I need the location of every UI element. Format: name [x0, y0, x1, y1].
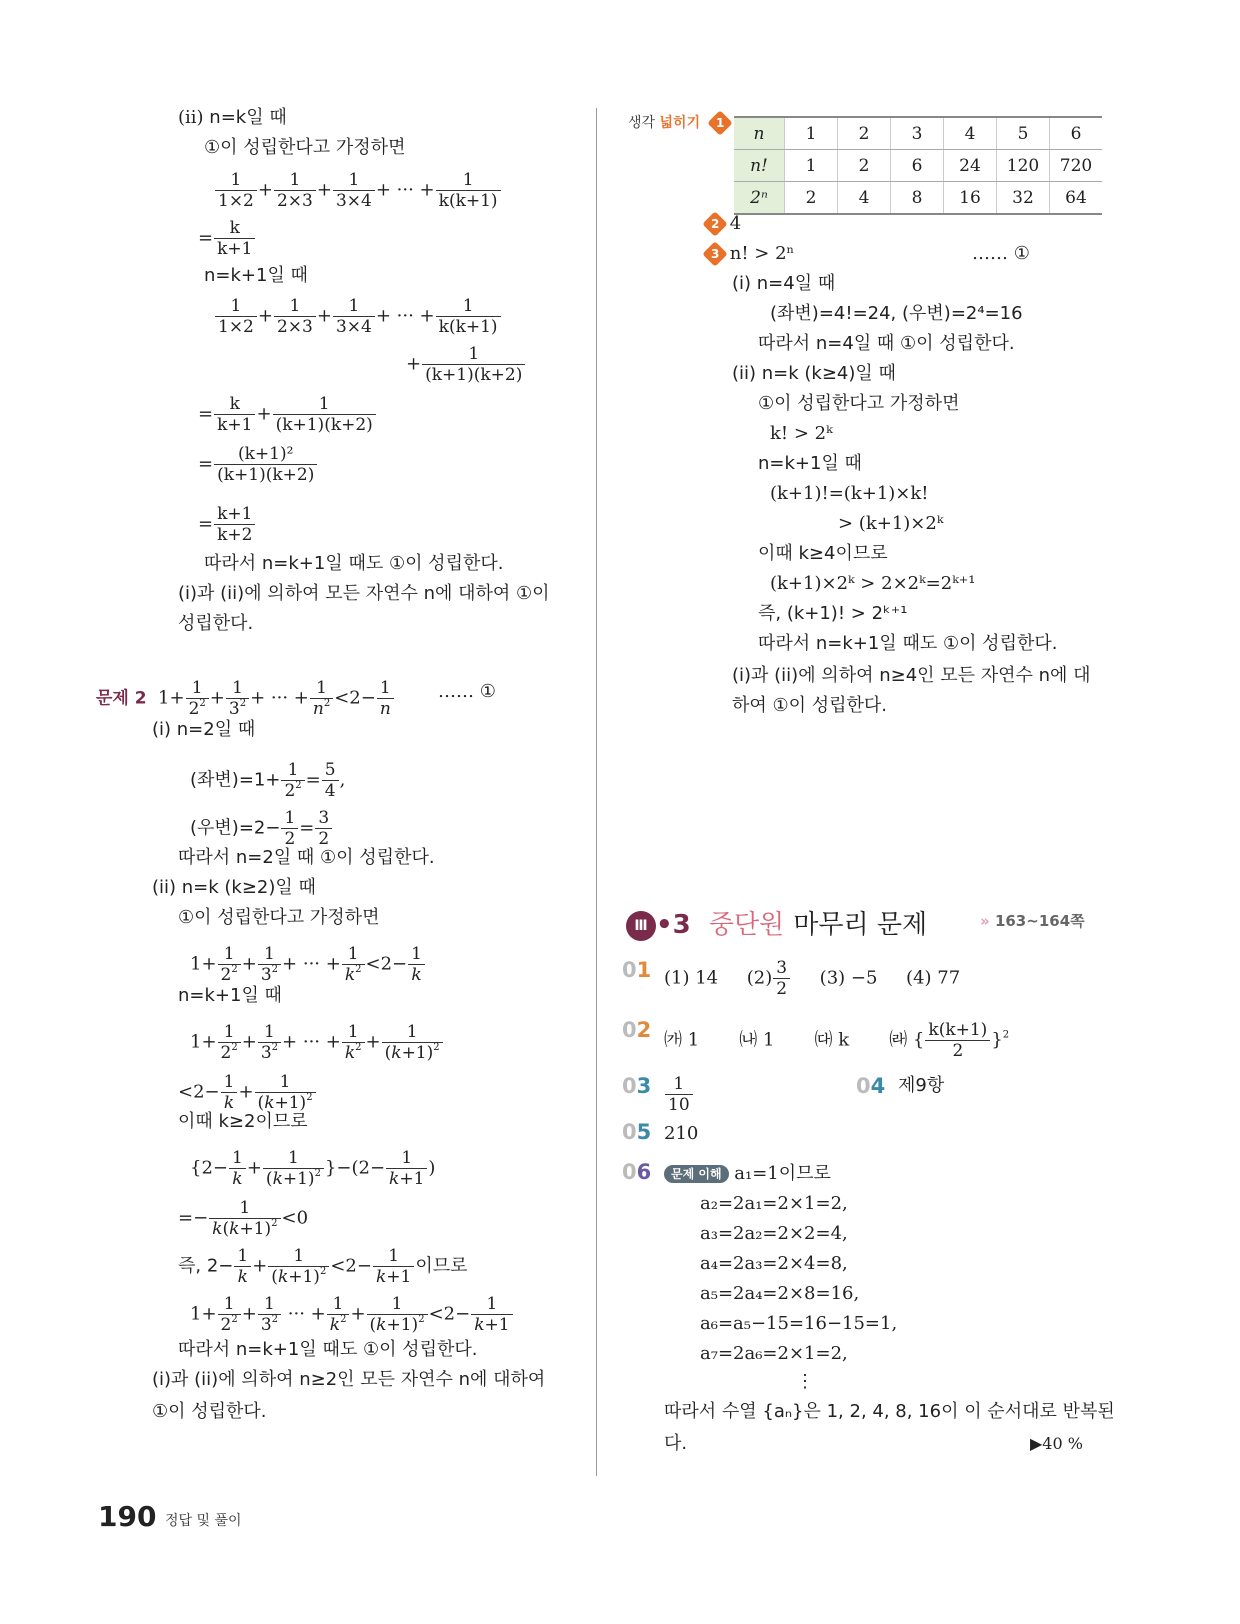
table-row: n 1 2 3 4 5 6: [734, 117, 1102, 150]
q02-number: 02: [622, 1018, 652, 1042]
q06-conclusion-2: 다.: [664, 1433, 688, 1454]
p2-final-line1: (i)과 (ii)에 의하여 n≥2인 모든 자연수 n에 대하여: [152, 1369, 546, 1390]
q01-number: 01: [622, 958, 652, 982]
q05-number: 05: [622, 1120, 652, 1144]
q06-line: a₂=2a₁=2×1=2,: [700, 1193, 848, 1214]
r-nk1: n=k+1일 때: [758, 453, 862, 474]
marker-1: …… ①: [438, 681, 496, 702]
think-expand-label: 생각 넓히기 1: [628, 112, 729, 132]
p2-hypothesis: 1+ $\frac{1}{2^2}$ + $\frac{1}{3^2}$ + ··· + $\frac{1}{k^2}$ <2− $\frac{1}{k}$: [190, 944, 426, 985]
p2-conc-ii: 따라서 n=k+1일 때도 ①이 성립한다.: [178, 1339, 478, 1360]
q01-answers: (1) 14 (2) $\frac{3}{2}$ (3) −5 (4) 77: [664, 958, 961, 999]
page-reference: » 163~164쪽: [980, 912, 1085, 930]
sum-expression: $\frac{1}{1\times 2}$ + $\frac{1}{2\times 3}$ + $\frac{1}{3\times 4}$ + ··· + $\frac{1}{k(k+1)}$: [214, 170, 502, 211]
final-1-line1: (i)과 (ii)에 의하여 모든 자연수 n에 대하여 ①이: [178, 583, 550, 604]
marker-1-right: …… ①: [972, 243, 1030, 264]
table-row: n! 1 2 6 24 120 720: [734, 150, 1102, 182]
p2-difference: {2− $\frac{1}{k}$ + $\frac{1}{(k+1)^2}$ }−(2− $\frac{1}{k+1}$ ): [190, 1148, 436, 1189]
p2-diff-result: =− $\frac{1}{k(k+1)^2}$ <0: [178, 1198, 309, 1239]
extra-term: + $\frac{1}{(k+1)(k+2)}$: [406, 344, 526, 385]
r-hyp: k! > 2ᵏ: [770, 423, 833, 444]
step2: = $\frac{\text{(k+1)²}}{(k+1)(k+2)}$: [198, 444, 318, 485]
p2-bound: <2− $\frac{1}{k}$ + $\frac{1}{(k+1)^2}$: [178, 1072, 317, 1113]
q06-line: a₆=a₅−15=16−15=1,: [700, 1313, 898, 1334]
sum-expression-2: $\frac{1}{1\times 2}$ + $\frac{1}{2\times 3}$ + $\frac{1}{3\times 4}$ + ··· + $\frac{1}{k(k+1)}$: [214, 296, 502, 337]
q02-answers: ㈎ 1 ㈏ 1 ㈐ k ㈑ { $\frac{k(k+1)}{2}$ }$^2$: [664, 1020, 1010, 1061]
answer-3: 3 n! > 2ⁿ: [706, 242, 794, 266]
p2-thus: 즉, 2− $\frac{1}{k}$ + $\frac{1}{(k+1)^2}$ <2− $\frac{1}{k+1}$ 이므로: [178, 1246, 468, 1287]
r-eq2: > (k+1)×2ᵏ: [838, 513, 944, 534]
fraction: $\frac{1}{k(k+1)}$: [436, 170, 501, 211]
q06-number: 06: [622, 1160, 652, 1184]
p2-left-side: (좌변)=1+ $\frac{1}{2^2}$ = $\frac{5}{4}$ ,: [190, 760, 346, 801]
case-label: (ii): [178, 107, 204, 128]
q06-first-line: 문제 이해 a₁=1이므로: [664, 1162, 831, 1186]
q03-number: 03: [622, 1074, 652, 1098]
assume-line: ①이 성립한다고 가정하면: [204, 137, 406, 158]
footer-label: 정답 및 풀이: [165, 1513, 242, 1529]
factorial-power-table: [734, 116, 1102, 215]
r-final-line1: (i)과 (ii)에 의하여 n≥4인 모든 자연수 n에 대: [732, 665, 1091, 686]
p2-conc-i: 따라서 n=2일 때 ①이 성립한다.: [178, 847, 435, 868]
badge-1-icon: 1: [707, 110, 732, 135]
badge-3-icon: 3: [702, 241, 727, 266]
n-k1-line: n=k+1일 때: [204, 265, 308, 286]
r-thus: 즉, (k+1)! > 2ᵏ⁺¹: [758, 603, 908, 624]
fraction: $\frac{1}{1\times 2}$: [215, 170, 257, 211]
q06-score: ▶40 %: [1030, 1434, 1083, 1453]
q06-ellipsis: ⋮: [796, 1371, 814, 1392]
r-since: 이때 k≥4이므로: [758, 543, 888, 564]
q06-line: a₄=2a₃=2×4=8,: [700, 1253, 848, 1274]
r-assume: ①이 성립한다고 가정하면: [758, 393, 960, 414]
q04-answer: 제9항: [898, 1075, 945, 1096]
r-eq1: (k+1)!=(k+1)×k!: [770, 483, 929, 504]
roman-numeral-badge: Ⅲ: [626, 911, 656, 941]
section-title: Ⅲ •3 중단원 마무리 문제: [626, 904, 927, 941]
p2-case-i: (i) n=2일 때: [152, 719, 256, 740]
final-1-line2: 성립한다.: [178, 613, 254, 634]
r-conc-ii: 따라서 n=k+1일 때도 ①이 성립한다.: [758, 633, 1058, 654]
table-row: 2ⁿ 2 4 8 16 32 64: [734, 182, 1102, 215]
p2-nk1: n=k+1일 때: [178, 985, 282, 1006]
q06-line: a₇=2a₆=2×1=2,: [700, 1343, 848, 1364]
r-case-ii: (ii) n=k (k≥4)일 때: [732, 363, 896, 384]
q04-number: 04: [856, 1074, 886, 1098]
badge-2-icon: 2: [702, 211, 727, 236]
p2-result: 1+ $\frac{1}{2^2}$ + $\frac{1}{3^2}$ ··· + $\frac{1}{k^2}$ + $\frac{1}{(k+1)^2}$ <2− $\frac{1}{k+1}$: [190, 1294, 514, 1335]
q06-line: a₅=2a₄=2×8=16,: [700, 1283, 860, 1304]
r-final-line2: 하여 ①이 성립한다.: [732, 695, 888, 716]
problem-2-statement: 문제 2 1+ $\frac{1}{2^2}$ + $\frac{1}{3^2}$ + ··· + $\frac{1}{n^2}$ <2− $\frac{1}{n}$: [96, 678, 395, 719]
r-sides: (좌변)=4!=24, (우변)=2⁴=16: [770, 303, 1023, 324]
chevron-right-icon: »: [980, 912, 990, 930]
answer-2: 2 4: [706, 212, 741, 236]
r-case-i: (i) n=4일 때: [732, 273, 836, 294]
problem-2-label: 문제 2: [96, 688, 147, 709]
p2-sum-k1: 1+ $\frac{1}{2^2}$ + $\frac{1}{3^2}$ + ··· + $\frac{1}{k^2}$ + $\frac{1}{(k+1)^2}$: [190, 1022, 444, 1063]
equals-k-over-k1: = $\frac{k}{k+1}$: [198, 218, 256, 259]
conclusion-1: 따라서 n=k+1일 때도 ①이 성립한다.: [204, 553, 504, 574]
r-conc-i: 따라서 n=4일 때 ①이 성립한다.: [758, 333, 1015, 354]
column-divider: [596, 108, 597, 1476]
fraction: $\frac{1}{3\times 4}$: [333, 170, 375, 211]
p2-assume: ①이 성립한다고 가정하면: [178, 907, 380, 928]
q06-conclusion-1: 따라서 수열 {aₙ}은 1, 2, 4, 8, 16이 이 순서대로 반복된: [664, 1401, 1115, 1422]
case-text: n=k일 때: [209, 107, 287, 128]
q03-answer: $\frac{1}{10}$: [664, 1074, 694, 1115]
step1: = $\frac{k}{k+1}$ + $\frac{1}{(k+1)(k+2)}$: [198, 394, 377, 435]
p2-final-line2: ①이 성립한다.: [152, 1401, 267, 1422]
q05-answer: 210: [664, 1123, 699, 1144]
p2-since: 이때 k≥2이므로: [178, 1111, 308, 1132]
r-eq3: (k+1)×2ᵏ > 2×2ᵏ=2ᵏ⁺¹: [770, 573, 976, 594]
problem-understanding-tag: 문제 이해: [664, 1165, 729, 1183]
step3: = $\frac{k+1}{k+2}$: [198, 504, 256, 545]
p2-case-ii: (ii) n=k (k≥2)일 때: [152, 877, 316, 898]
case-ii-heading: [178, 106, 287, 130]
q06-line: a₃=2a₂=2×2=4,: [700, 1223, 848, 1244]
fraction: $\frac{1}{2\times 3}$: [274, 170, 316, 211]
page-number: 190: [98, 1500, 157, 1533]
p2-right-side: (우변)=2− $\frac{1}{2}$ = $\frac{3}{2}$: [190, 808, 333, 849]
